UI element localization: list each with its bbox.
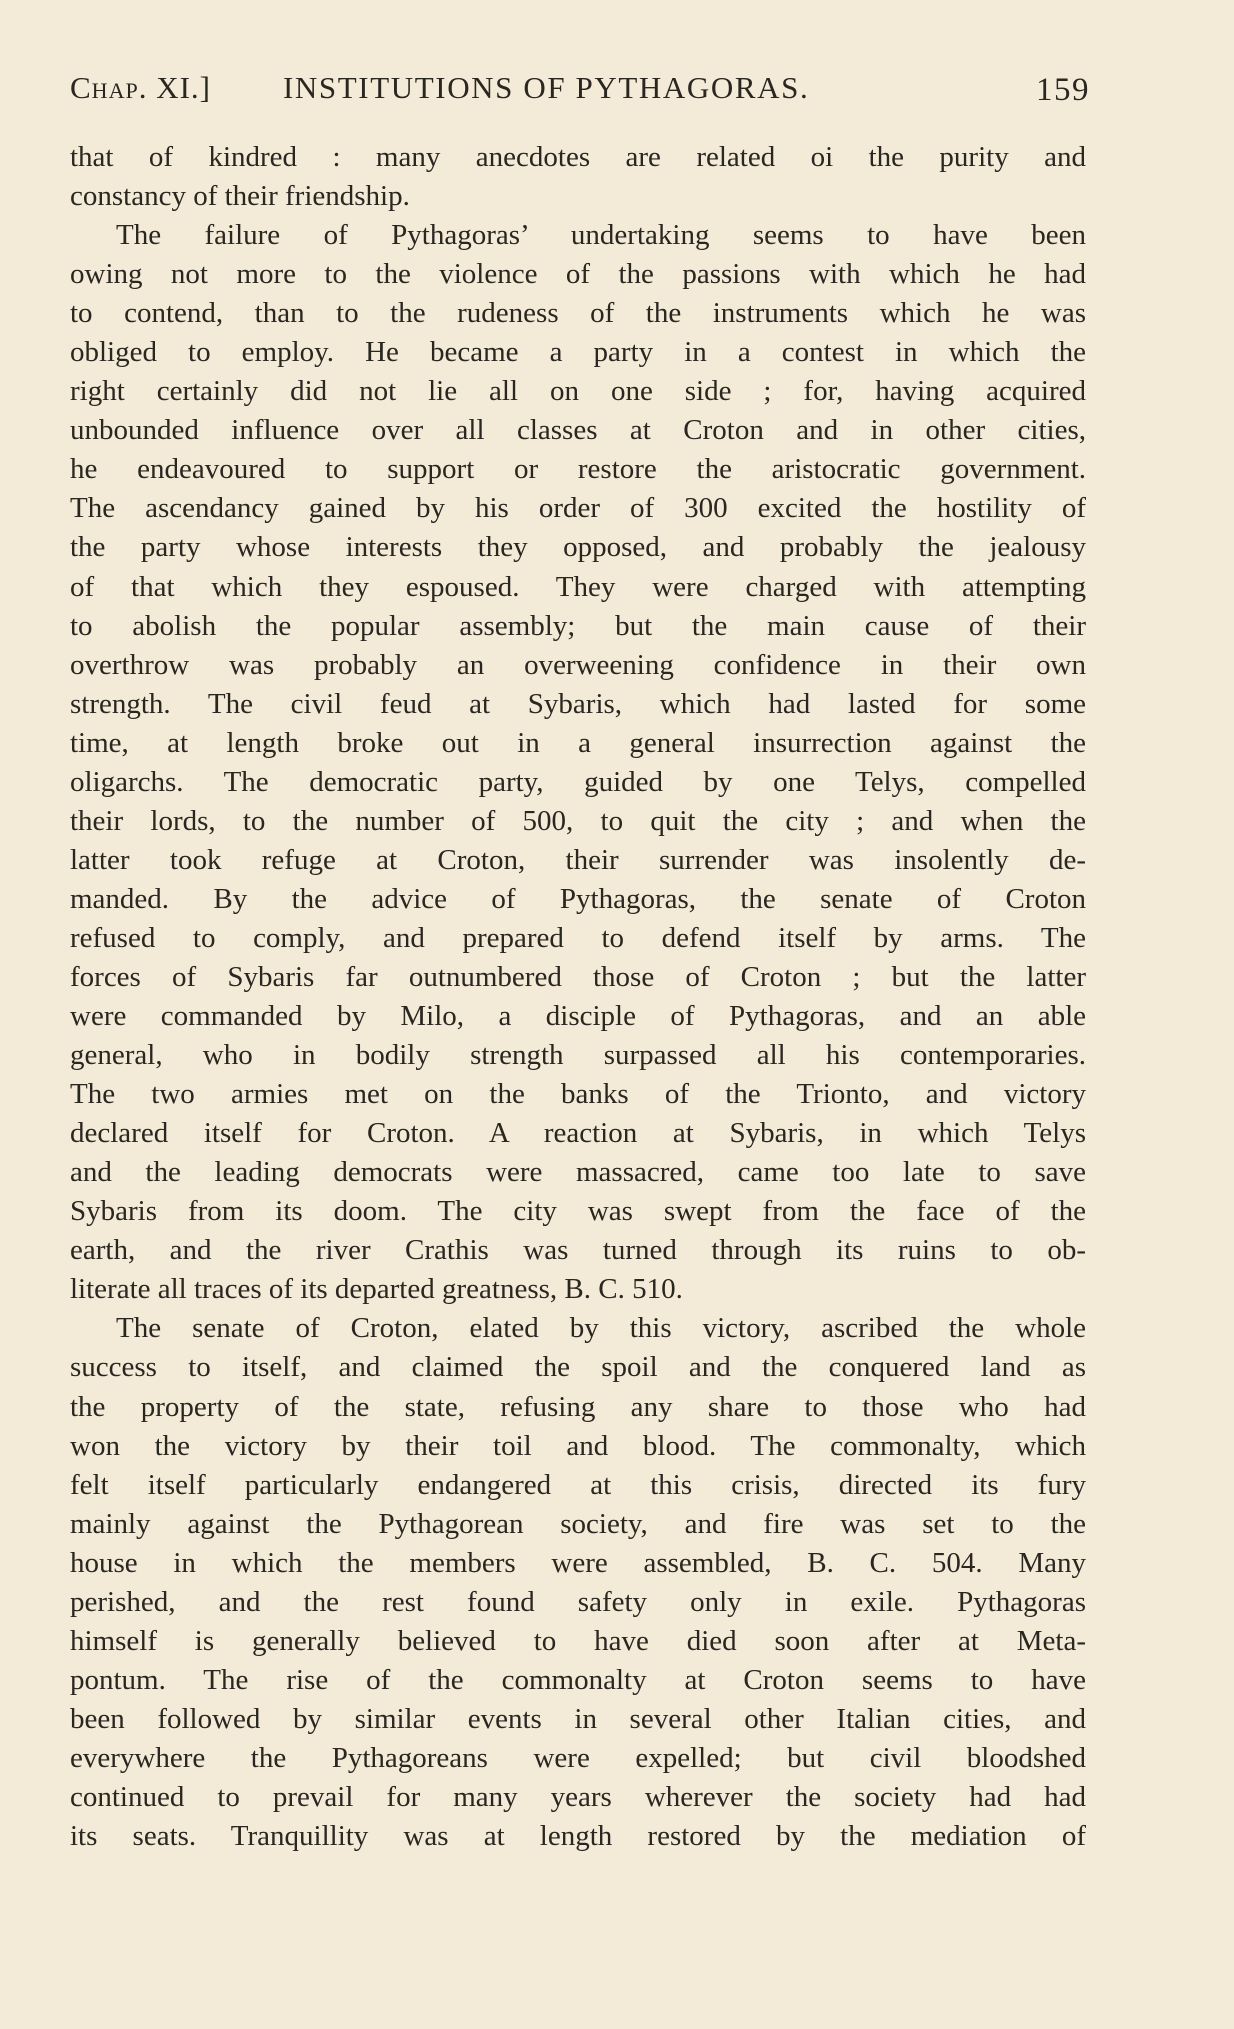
text-line: the property of the state, refusing any share to those who had bbox=[70, 1390, 1086, 1423]
text-line: of that which they espoused. They were charged with attempting bbox=[70, 570, 1086, 603]
text-line: time, at length broke out in a general insurrection against the bbox=[70, 726, 1086, 759]
text-line: and the leading democrats were massacred, came too late to save bbox=[70, 1156, 1086, 1189]
running-title: INSTITUTIONS OF PYTHAGORAS. bbox=[283, 70, 810, 105]
text-line: oligarchs. The democratic party, guided by one Telys, compelled bbox=[70, 765, 1086, 798]
text-line: Sybaris from its doom. The city was swept from the face of the bbox=[70, 1195, 1086, 1228]
text-line: declared itself for Croton. A reaction at Sybaris, in which Telys bbox=[70, 1117, 1086, 1150]
text-line: The ascendancy gained by his order of 300 excited the hostility of bbox=[70, 492, 1086, 525]
text-line: won the victory by their toil and blood. The commonalty, which bbox=[70, 1429, 1086, 1462]
text-line: the party whose interests they opposed, and probably the jealousy bbox=[70, 531, 1086, 564]
text-line: latter took refuge at Croton, their surrender was insolently de- bbox=[70, 843, 1086, 876]
text-line: to contend, than to the rudeness of the instruments which he was bbox=[70, 297, 1086, 330]
text-line: its seats. Tranquillity was at length restored by the mediation of bbox=[70, 1820, 1086, 1853]
text-line: mainly against the Pythagorean society, and fire was set to the bbox=[70, 1507, 1086, 1540]
text-line: refused to comply, and prepared to defend itself by arms. The bbox=[70, 921, 1086, 954]
text-line: pontum. The rise of the commonalty at Croton seems to have bbox=[70, 1663, 1086, 1696]
text-line: obliged to employ. He became a party in a contest in which the bbox=[70, 336, 1086, 369]
text-line: literate all traces of its departed greatness, B. C. 510. bbox=[70, 1273, 683, 1306]
text-line: earth, and the river Crathis was turned through its ruins to ob- bbox=[70, 1234, 1086, 1267]
page-number: 159 bbox=[1036, 72, 1090, 108]
text-line: house in which the members were assembled, B. C. 504. Many bbox=[70, 1546, 1086, 1579]
text-line: manded. By the advice of Pythagoras, the senate of Croton bbox=[70, 882, 1086, 915]
running-head bbox=[70, 62, 1090, 112]
text-line: right certainly did not lie all on one side ; for, having acquired bbox=[70, 375, 1086, 408]
text-line: that of kindred : many anecdotes are related oi the purity and bbox=[70, 141, 1086, 173]
text-line: unbounded influence over all classes at Croton and in other cities, bbox=[70, 414, 1086, 447]
book-page bbox=[70, 62, 1090, 1856]
text-line: general, who in bodily strength surpassed all his contemporaries. bbox=[70, 1039, 1086, 1072]
text-line: perished, and the rest found safety only in exile. Pythagoras bbox=[70, 1585, 1086, 1618]
text-line: been followed by similar events in several other Italian cities, and bbox=[70, 1702, 1086, 1735]
text-line: everywhere the Pythagoreans were expelled; but civil bloodshed bbox=[70, 1741, 1086, 1774]
text-line: their lords, to the number of 500, to quit the city ; and when the bbox=[70, 804, 1086, 837]
text-line: he endeavoured to support or restore the aristocratic government. bbox=[70, 453, 1086, 486]
text-line: to abolish the popular assembly; but the main cause of their bbox=[70, 609, 1086, 642]
chapter-label: Chap. XI.] bbox=[70, 70, 211, 105]
text-line: strength. The civil feud at Sybaris, which had lasted for some bbox=[70, 687, 1086, 720]
text-line: The senate of Croton, elated by this victory, ascribed the whole bbox=[116, 1312, 1086, 1345]
text-line: constancy of their friendship. bbox=[70, 180, 410, 213]
text-line: The failure of Pythagoras’ undertaking seems to have been bbox=[116, 219, 1086, 252]
text-line: himself is generally believed to have died soon after at Meta- bbox=[70, 1624, 1086, 1657]
text-line: owing not more to the violence of the passions with which he had bbox=[70, 258, 1086, 291]
text-line: were commanded by Milo, a disciple of Pythagoras, and an able bbox=[70, 1000, 1086, 1033]
text-line: success to itself, and claimed the spoil and the conquered land as bbox=[70, 1351, 1086, 1384]
text-line: continued to prevail for many years wherever the society had had bbox=[70, 1780, 1086, 1813]
text-line: The two armies met on the banks of the Trionto, and victory bbox=[70, 1078, 1086, 1111]
text-line: felt itself particularly endangered at this crisis, directed its fury bbox=[70, 1468, 1086, 1501]
text-line: forces of Sybaris far outnumbered those of Croton ; but the latter bbox=[70, 960, 1086, 993]
text-line: overthrow was probably an overweening confidence in their own bbox=[70, 648, 1086, 681]
body-text bbox=[70, 138, 1086, 1856]
